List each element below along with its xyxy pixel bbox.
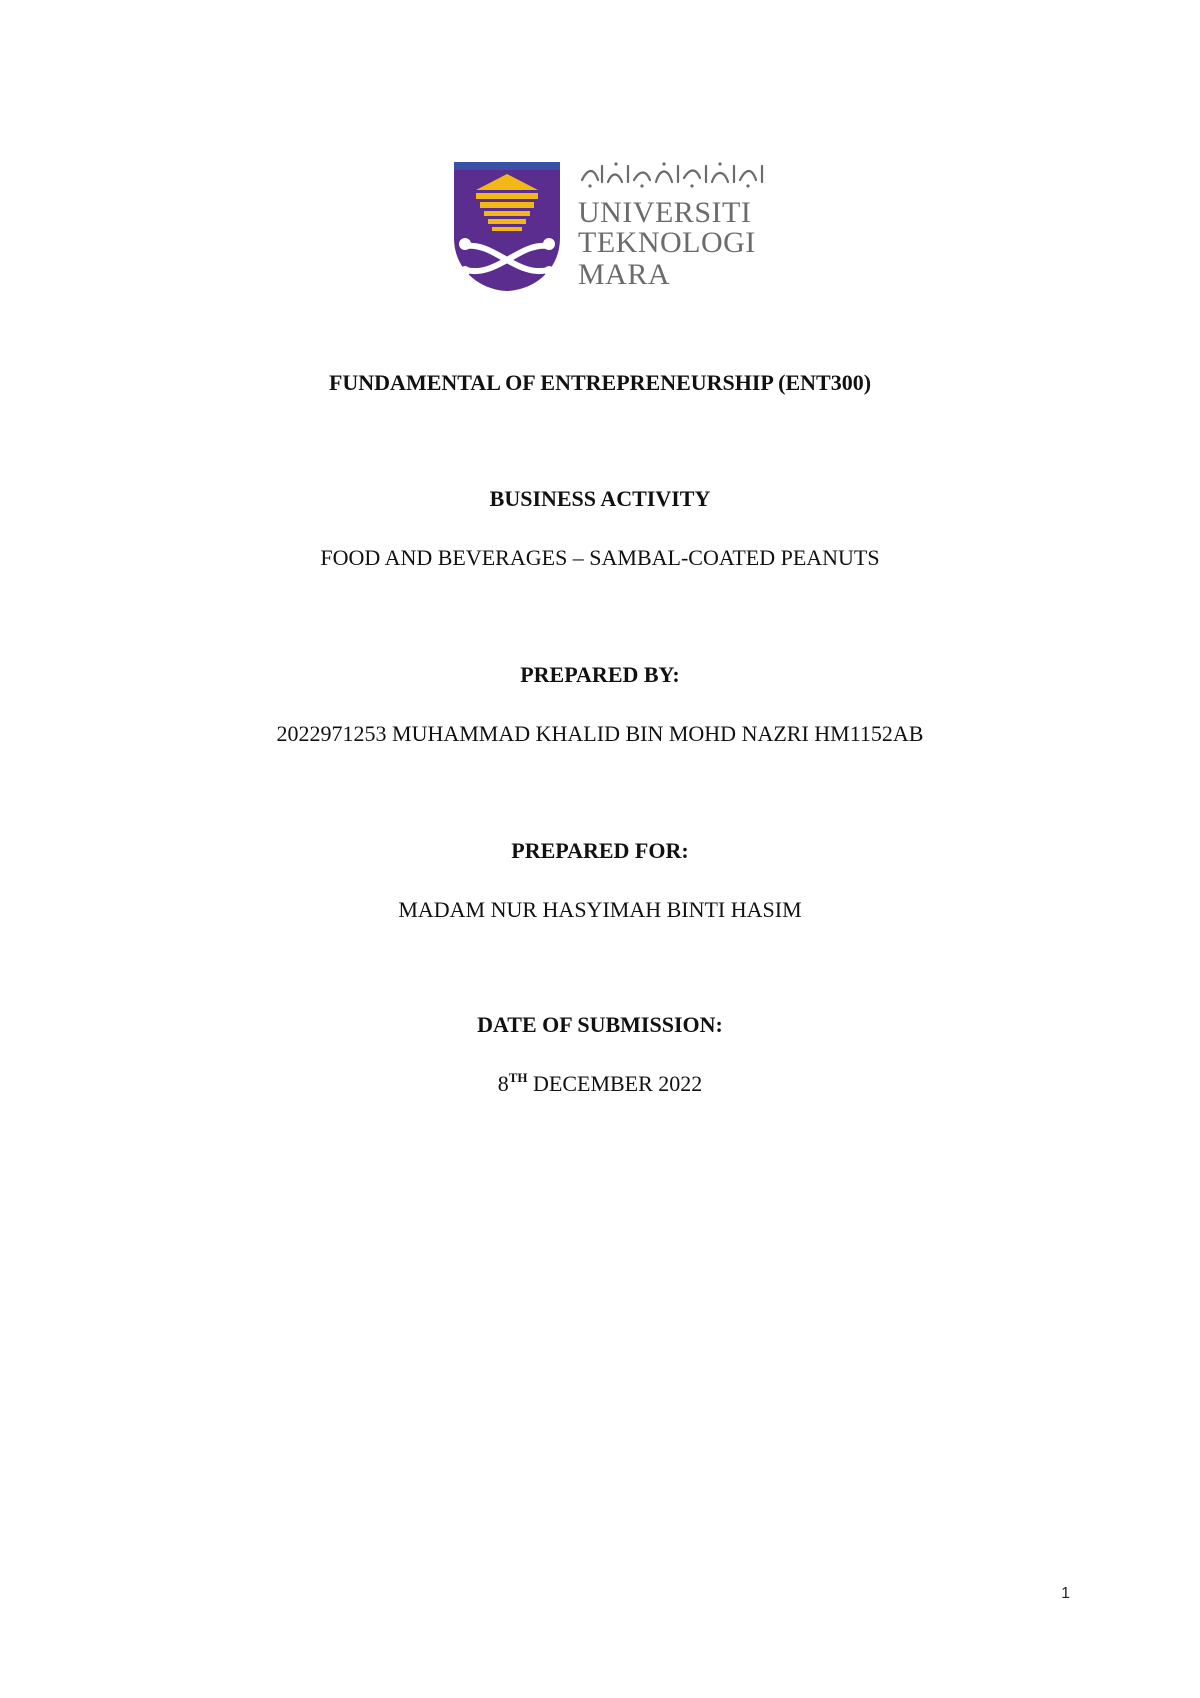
logo-wordmark (576, 160, 776, 295)
crest-icon (452, 160, 562, 293)
business-activity-heading: BUSINESS ACTIVITY (489, 486, 711, 511)
submission-date-heading: DATE OF SUBMISSION: (477, 1012, 723, 1037)
course-title: FUNDAMENTAL OF ENTREPRENEURSHIP (ENT300) (328, 370, 872, 395)
logo-line-universiti: UNIVERSITI (578, 196, 752, 229)
page-number: 1 (1061, 1585, 1070, 1602)
jawi-script-icon (578, 160, 768, 190)
prepared-by-heading: PREPARED BY: (520, 662, 680, 687)
business-activity-value: FOOD AND BEVERAGES – SAMBAL-COATED PEANUTS (320, 545, 880, 570)
logo-line-teknologi: TEKNOLOGI (578, 226, 756, 259)
submission-month-year: DECEMBER 2022 (527, 1071, 703, 1096)
submission-date-value (0, 1071, 1200, 1097)
submission-day: 8 (497, 1071, 509, 1096)
logo-line-mara: MARA (578, 258, 671, 291)
prepared-for-heading: PREPARED FOR: (511, 838, 689, 863)
university-logo (452, 160, 772, 295)
submission-day-suffix: TH (508, 1070, 528, 1085)
prepared-for-value: MADAM NUR HASYIMAH BINTI HASIM (398, 897, 802, 922)
prepared-by-value: 2022971253 MUHAMMAD KHALID BIN MOHD NAZRI HM1152AB (276, 721, 924, 746)
